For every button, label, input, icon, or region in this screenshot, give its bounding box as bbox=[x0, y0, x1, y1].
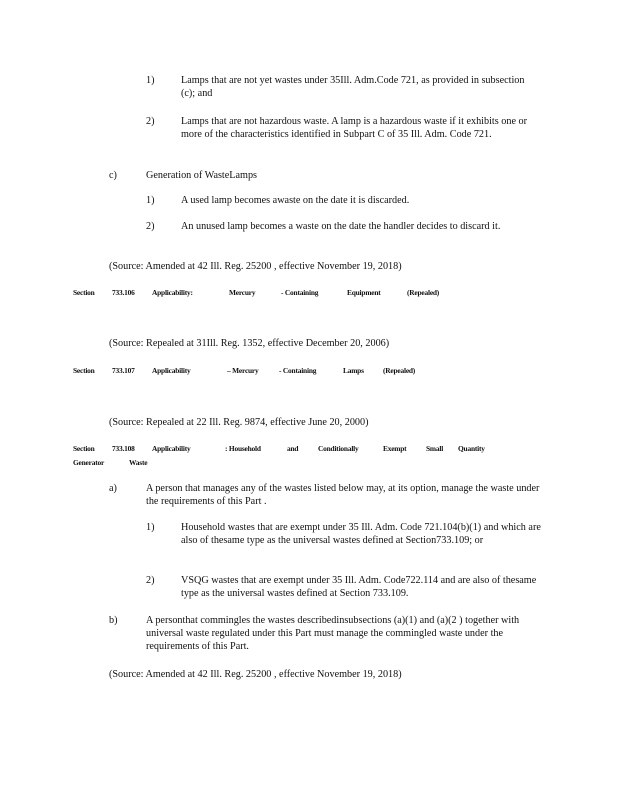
item-text: An unused lamp becomes a waste on the date the handler decides to discard it. bbox=[181, 221, 501, 232]
item-text: A personthat commingles the wastes describedinsubsections (a)(1) and (a)(2 ) together with universal waste regulated under this Part must manage the commingled waste under the requirements of this Part. bbox=[146, 615, 520, 652]
source-note: (Source: Repealed at 31Ill. Reg. 1352, effective December 20, 2006) bbox=[109, 338, 390, 349]
item-letter: c) bbox=[109, 170, 117, 181]
item-text: Lamps that are not hazardous waste. A lamp is a hazardous waste if it exhibits one or more of the characteristics identified in Subpart C of 35 Ill. Adm. Code 721. bbox=[181, 116, 527, 140]
item-number: 2) bbox=[146, 221, 155, 232]
source-note: (Source: Repealed at 22 Ill. Reg. 9874, effective June 20, 2000) bbox=[109, 417, 369, 428]
item-text: Lamps that are not yet wastes under 35Ill. Adm.Code 721, as provided in subsection (c); and bbox=[181, 75, 525, 99]
item-text: Household wastes that are exempt under 35 Ill. Adm. Code 721.104(b)(1) and which are also of thesame type as the universal wastes defined at Section733.109; or bbox=[181, 522, 541, 546]
source-note: (Source: Amended at 42 Ill. Reg. 25200 , effective November 19, 2018) bbox=[109, 669, 402, 680]
section-heading-733-107: Section 733.107 Applicability – Mercury - Containing Lamps (Repealed) bbox=[73, 366, 416, 375]
item-number: 1) bbox=[146, 522, 155, 533]
item-text: A used lamp becomes awaste on the date it is discarded. bbox=[181, 195, 410, 206]
item-heading: Generation of WasteLamps bbox=[146, 170, 258, 181]
item-text: A person that manages any of the wastes listed below may, at its option, manage the waste under the requirements of this Part . bbox=[146, 483, 540, 507]
item-text: VSQG wastes that are exempt under 35 Ill. Adm. Code722.114 and are also of thesame type as the universal wastes defined at Section 733.109. bbox=[181, 575, 537, 599]
item-number: 2) bbox=[146, 575, 155, 586]
item-number: 1) bbox=[146, 75, 155, 86]
item-number: 2) bbox=[146, 116, 155, 127]
source-note: (Source: Amended at 42 Ill. Reg. 25200 , effective November 19, 2018) bbox=[109, 261, 402, 272]
item-letter: a) bbox=[109, 483, 117, 494]
section-heading-733-108: Section 733.108 Applicability : Household and Conditionally Exempt Small Quantity Generator Waste bbox=[73, 444, 485, 467]
item-number: 1) bbox=[146, 195, 155, 206]
section-heading-733-106: Section 733.106 Applicability: Mercury - Containing Equipment (Repealed) bbox=[73, 288, 440, 297]
item-letter: b) bbox=[109, 615, 118, 626]
